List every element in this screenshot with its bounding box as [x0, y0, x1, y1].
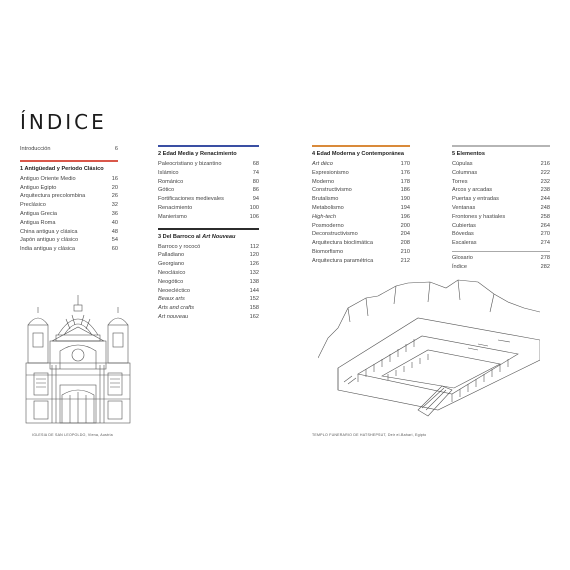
- toc-entry-page: 278: [540, 254, 550, 261]
- toc-entry-page: 54: [111, 237, 118, 244]
- toc-entry[interactable]: [312, 222, 410, 231]
- toc-entry-label: Puertas y entradas: [452, 196, 499, 203]
- toc-entry[interactable]: [158, 304, 259, 313]
- toc-entry-label: Bóvedas: [452, 231, 474, 238]
- toc-entry[interactable]: [452, 254, 550, 263]
- toc-entry[interactable]: [452, 186, 550, 195]
- toc-entry[interactable]: [452, 263, 550, 272]
- toc-entry[interactable]: [158, 186, 259, 195]
- toc-column-2: [158, 145, 259, 322]
- toc-entry-page: 80: [252, 178, 259, 185]
- toc-entry-introduccion[interactable]: [20, 145, 118, 154]
- toc-entry[interactable]: [312, 248, 410, 257]
- toc-entry-page: 152: [249, 296, 259, 303]
- toc-entry-page: 216: [540, 161, 550, 167]
- toc-entry[interactable]: [452, 213, 550, 222]
- toc-entry-label: Arquitectura paramétrica: [312, 257, 374, 264]
- toc-entry-page: 132: [249, 269, 259, 276]
- toc-entry-label: Antiguo Oriente Medio: [20, 175, 76, 182]
- toc-entry-label: Metabolismo: [312, 204, 344, 211]
- toc-entry-label: Antigua Roma: [20, 219, 56, 226]
- toc-entry-page: 74: [252, 169, 259, 176]
- toc-entry-page: 20: [111, 184, 118, 191]
- toc-entry[interactable]: [158, 160, 259, 169]
- toc-entry-page: 16: [111, 175, 118, 182]
- toc-entry[interactable]: [452, 169, 550, 178]
- toc-entry-page: 232: [540, 178, 550, 185]
- section-rule-elementos: [452, 145, 550, 147]
- toc-entry-page: 258: [540, 213, 550, 220]
- toc-entry[interactable]: [452, 230, 550, 239]
- section-title-barroco: [158, 234, 259, 240]
- toc-entry-label: Moderno: [312, 178, 335, 185]
- toc-column-4: [452, 145, 550, 272]
- toc-entry-label: Torres: [452, 178, 468, 185]
- toc-entry[interactable]: [312, 204, 410, 213]
- toc-entry-label: Biomorfismo: [312, 248, 344, 255]
- toc-entry-label: India antigua y clásica: [20, 246, 76, 253]
- toc-entry-label: Cúpulas: [452, 161, 473, 167]
- toc-entry[interactable]: [312, 213, 410, 222]
- toc-entry-page: 138: [249, 278, 259, 285]
- toc-entry-page: 86: [252, 187, 259, 194]
- toc-entry[interactable]: [158, 213, 259, 222]
- toc-entry-page: 204: [400, 231, 410, 238]
- toc-entry-page: 244: [540, 196, 550, 203]
- toc-entry-page: 238: [540, 187, 550, 194]
- toc-entry-label: Art déco: [312, 161, 333, 167]
- toc-entry[interactable]: [452, 160, 550, 169]
- toc-entry-label: Constructivismo: [312, 187, 352, 194]
- toc-entry-label: Arts and crafts: [158, 305, 195, 312]
- toc-entry-label: Posmoderno: [312, 222, 344, 229]
- toc-entry[interactable]: [20, 210, 118, 219]
- toc-entry-label: Arcos y arcadas: [452, 187, 493, 194]
- toc-entry-page: 200: [400, 222, 410, 229]
- toc-entry[interactable]: [312, 239, 410, 248]
- toc-entry[interactable]: [158, 243, 259, 252]
- toc-entry-label: China antigua y clásica: [20, 228, 78, 235]
- toc-entry[interactable]: [312, 169, 410, 178]
- toc-entry[interactable]: [20, 201, 118, 210]
- toc-entry-label: Glosario: [452, 254, 473, 261]
- section-title-elementos: 5 Elementos: [452, 151, 485, 157]
- toc-entry-label: Palladiano: [158, 252, 185, 259]
- section-title-barroco-prefix: 3 Del Barroco al: [158, 233, 203, 240]
- toc-entry-page: 210: [400, 248, 410, 255]
- toc-entry-page: 274: [540, 240, 550, 247]
- toc-entry-label: Antigua Grecia: [20, 210, 58, 217]
- toc-entry[interactable]: [312, 257, 410, 266]
- toc-entry[interactable]: [312, 195, 410, 204]
- toc-entry[interactable]: [452, 239, 550, 248]
- toc-column-3: [312, 145, 410, 266]
- toc-entry-label: Ventanas: [452, 204, 476, 211]
- toc-entry-page: 178: [400, 178, 410, 185]
- toc-entry-page: 248: [540, 204, 550, 211]
- toc-entry-label: Introducción: [20, 146, 51, 152]
- toc-entry-page: 6: [114, 146, 118, 152]
- toc-entry-label: Deconstructivismo: [312, 231, 358, 238]
- toc-entry-label: Art nouveau: [158, 313, 189, 320]
- toc-entry-label: Románico: [158, 178, 184, 185]
- toc-entry[interactable]: [158, 204, 259, 213]
- toc-entry-label: Japón antiguo y clásico: [20, 237, 79, 244]
- toc-entry-label: Columnas: [452, 169, 478, 176]
- toc-entry[interactable]: [158, 269, 259, 278]
- toc-entry-page: 60: [111, 246, 118, 253]
- toc-entry-label: Paleocristiano y bizantino: [158, 161, 222, 167]
- toc-entry-label: High-tech: [312, 213, 336, 220]
- toc-entry[interactable]: [312, 230, 410, 239]
- section-title-edad-media: 2 Edad Media y Renacimiento: [158, 151, 237, 157]
- section-title-antiguedad: 1 Antigüedad y Periodo Clásico: [20, 165, 104, 172]
- toc-entry-page: 270: [540, 231, 550, 238]
- toc-entry-page: 120: [249, 252, 259, 259]
- toc-entry-label: Georgiano: [158, 261, 185, 268]
- toc-entry-page: 176: [400, 169, 410, 176]
- toc-entry-page: 170: [400, 161, 410, 167]
- divider: [452, 251, 550, 252]
- toc-entry-page: 100: [249, 204, 259, 211]
- section-rule-moderna: [312, 145, 410, 147]
- toc-entry[interactable]: [312, 186, 410, 195]
- toc-entry[interactable]: [158, 169, 259, 178]
- toc-entry-label: Cubiertas: [452, 222, 476, 229]
- toc-entry[interactable]: [312, 160, 410, 169]
- toc-entry-page: 94: [252, 196, 259, 203]
- toc-entry-page: 36: [111, 210, 118, 217]
- toc-entry-page: 208: [400, 240, 410, 247]
- toc-entry-label: Neoclásico: [158, 269, 186, 276]
- toc-entry-label: Fortificaciones medievales: [158, 196, 224, 203]
- page-title: ÍNDICE: [20, 110, 107, 134]
- toc-list-barroco: [158, 243, 259, 322]
- toc-entry[interactable]: [158, 278, 259, 287]
- toc-entry-page: 68: [252, 161, 259, 167]
- toc-entry-page: 194: [400, 204, 410, 211]
- toc-entry-page: 264: [540, 222, 550, 229]
- toc-entry[interactable]: [158, 178, 259, 187]
- toc-entry[interactable]: [20, 192, 118, 201]
- toc-entry[interactable]: [452, 222, 550, 231]
- toc-entry-label: Renacimiento: [158, 204, 193, 211]
- toc-entry[interactable]: [158, 260, 259, 269]
- toc-entry[interactable]: [20, 236, 118, 245]
- toc-entry[interactable]: [20, 228, 118, 237]
- toc-entry-label: Índice: [452, 263, 467, 270]
- toc-entry-label: Antiguo Egipto: [20, 184, 57, 191]
- toc-entry-page: 186: [400, 187, 410, 194]
- toc-entry[interactable]: [20, 184, 118, 193]
- toc-entry-label: Expresionismo: [312, 169, 349, 176]
- toc-entry[interactable]: [158, 251, 259, 260]
- toc-entry-page: 48: [111, 228, 118, 235]
- toc-entry[interactable]: [20, 219, 118, 228]
- toc-list-antiguedad: [20, 175, 118, 254]
- toc-list-moderna: [312, 160, 410, 266]
- toc-entry-label: Arquitectura precolombina: [20, 193, 86, 200]
- toc-entry-page: 106: [249, 213, 259, 220]
- church-illustration: [22, 295, 134, 425]
- toc-entry-page: 222: [540, 169, 550, 176]
- toc-entry[interactable]: [452, 195, 550, 204]
- toc-column-1: [20, 145, 118, 254]
- section-rule-edad-media: [158, 145, 259, 147]
- caption-left: IGLESIA DE SAN LEOPOLDO, Viena, Austria: [32, 433, 113, 437]
- toc-entry[interactable]: [452, 178, 550, 187]
- toc-entry[interactable]: [158, 195, 259, 204]
- toc-list-elementos: [452, 160, 550, 248]
- toc-entry-label: Islámico: [158, 169, 179, 176]
- caption-right: TEMPLO FUNERARIO DE HATSHEPSUT, Deir el-Bahari, Egipto: [312, 433, 427, 437]
- toc-entry-page: 26: [111, 193, 118, 200]
- toc-list-extra: [452, 254, 550, 272]
- toc-entry[interactable]: [20, 175, 118, 184]
- toc-entry-page: 282: [540, 263, 550, 270]
- toc-entry-label: Arquitectura bioclimática: [312, 240, 373, 247]
- toc-entry[interactable]: [452, 204, 550, 213]
- section-rule-antiguedad: [20, 160, 118, 162]
- toc-entry-label: Brutalismo: [312, 196, 339, 203]
- toc-entry-page: 112: [250, 243, 259, 250]
- toc-entry-label: Gótico: [158, 187, 175, 194]
- toc-entry-label: Manierismo: [158, 213, 187, 220]
- toc-entry-label: Escaleras: [452, 240, 477, 247]
- toc-entry-label: Preclásico: [20, 202, 46, 209]
- toc-entry-page: 144: [249, 287, 259, 294]
- toc-entry-page: 162: [249, 313, 259, 320]
- toc-entry-page: 196: [400, 213, 410, 220]
- toc-entry-page: 126: [249, 261, 259, 268]
- toc-entry-page: 158: [249, 305, 259, 312]
- toc-entry-label: Beaux arts: [158, 296, 185, 303]
- toc-entry[interactable]: [158, 295, 259, 304]
- toc-entry[interactable]: [312, 178, 410, 187]
- section-title-barroco-italic: Art Nouveau: [202, 233, 236, 240]
- toc-entry-page: 212: [400, 257, 410, 264]
- section-rule-barroco: [158, 228, 259, 230]
- toc-entry-page: 190: [400, 196, 410, 203]
- toc-entry-page: 40: [111, 219, 118, 226]
- toc-entry[interactable]: [158, 287, 259, 296]
- toc-entry[interactable]: [20, 245, 118, 254]
- section-title-moderna: 4 Edad Moderna y Contemporánea: [312, 151, 405, 157]
- toc-entry-page: 32: [111, 202, 118, 209]
- toc-entry-label: Neogótico: [158, 278, 184, 285]
- temple-illustration: [318, 278, 540, 420]
- toc-entry-label: Frontones y hastiales: [452, 213, 506, 220]
- toc-list-edad-media: [158, 160, 259, 222]
- toc-entry[interactable]: [158, 313, 259, 322]
- toc-entry-label: Neoecléctico: [158, 287, 191, 294]
- toc-entry-label: Barroco y rococó: [158, 243, 201, 250]
